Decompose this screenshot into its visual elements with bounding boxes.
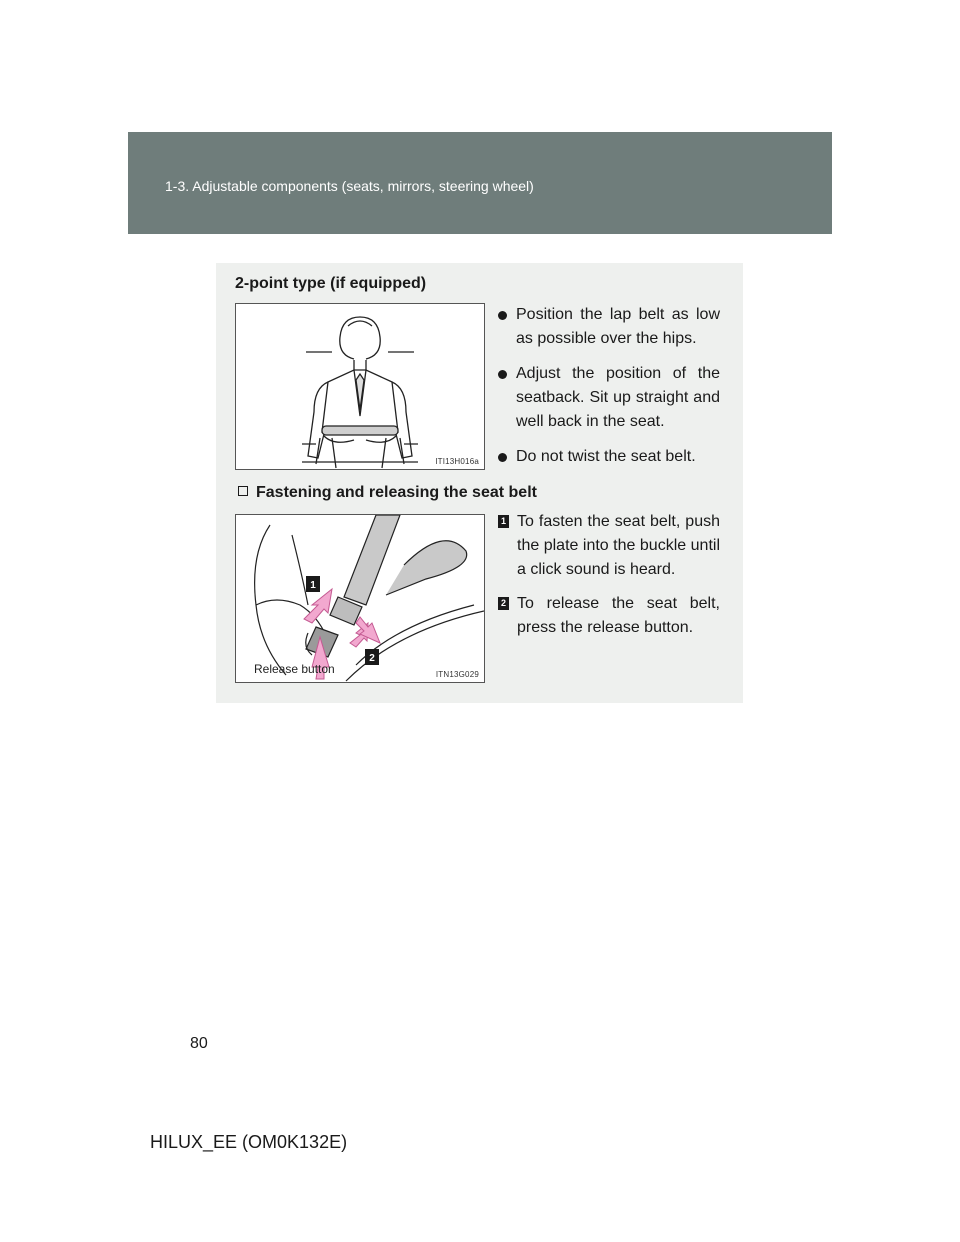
release-button-label: Release button	[254, 662, 335, 676]
callout-2-label: 2	[369, 653, 375, 664]
list-item: 2 To release the seat belt, press the release button.	[498, 592, 720, 640]
bullet-icon	[498, 453, 507, 462]
square-bullet-icon	[238, 486, 248, 496]
section-header-title: 1-3. Adjustable components (seats, mirrors, steering wheel)	[165, 178, 534, 194]
list-item: Do not twist the seat belt.	[498, 445, 720, 469]
page-number: 80	[190, 1035, 208, 1052]
buckle-illustration	[236, 515, 484, 682]
fastening-steps	[498, 510, 720, 650]
figure-code: ITN13G029	[435, 670, 479, 679]
two-point-belt-figure	[235, 303, 485, 470]
step-number-icon: 2	[498, 597, 509, 610]
list-item: Adjust the position of the seatback. Sit up straight and well back in the seat.	[498, 362, 720, 434]
seated-person-illustration	[236, 304, 484, 469]
figure-code: ITI13H016a	[435, 457, 479, 466]
bullet-icon	[498, 370, 507, 379]
two-point-title: 2-point type (if equipped)	[235, 275, 427, 292]
fastening-title: Fastening and releasing the seat belt	[238, 484, 537, 502]
list-item: Position the lap belt as low as possible over the hips.	[498, 303, 720, 351]
list-item: 1 To fasten the seat belt, push the plate into the buckle until a click sound is heard.	[498, 510, 720, 582]
buckle-figure	[235, 514, 485, 683]
bullet-icon	[498, 311, 507, 320]
callout-1-label: 1	[310, 580, 316, 591]
step-number-icon: 1	[498, 515, 509, 528]
document-code: HILUX_EE (OM0K132E)	[150, 1132, 348, 1152]
two-point-bullet-list	[498, 303, 720, 480]
